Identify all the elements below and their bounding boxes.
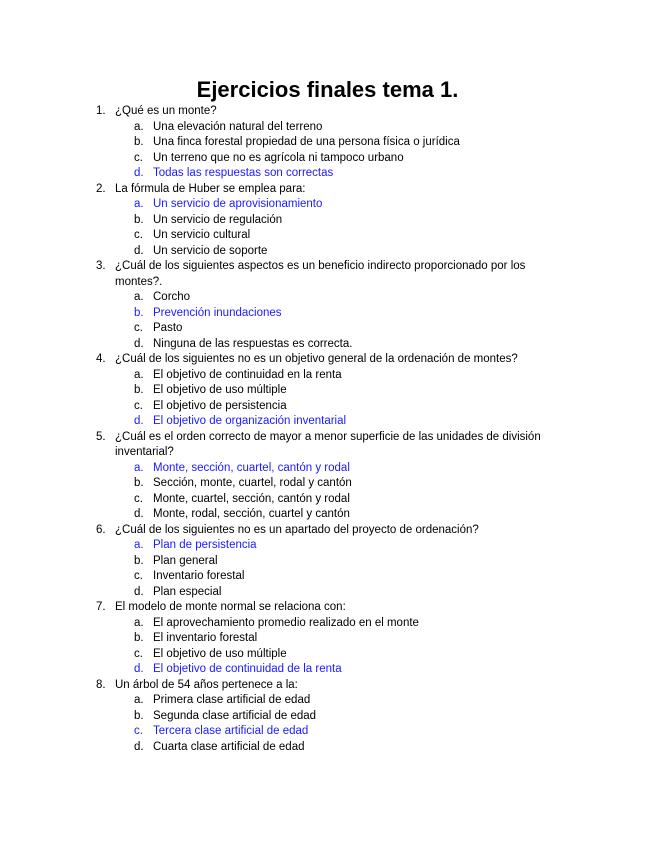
- answer-option: [96, 244, 566, 260]
- option-text: El aprovechamiento promedio realizado en el monte: [153, 616, 419, 629]
- option-letter: d.: [134, 585, 144, 598]
- question-item: [96, 352, 566, 368]
- option-letter: a.: [134, 368, 144, 381]
- option-letter: d.: [134, 415, 144, 427]
- question-item: [96, 430, 566, 461]
- answer-option-correct: [96, 306, 566, 322]
- question-text: ¿Cuál de los siguientes aspectos es un beneficio indirecto proporcionado por los montes?.: [115, 260, 526, 288]
- answer-option: [96, 120, 566, 136]
- option-text: Monte, rodal, sección, cuartel y cantón: [153, 508, 350, 520]
- answer-option: [96, 693, 566, 709]
- question-text: El modelo de monte normal se relaciona con:: [115, 601, 346, 613]
- option-letter: a.: [134, 291, 144, 303]
- option-text: Una finca forestal propiedad de una persona física o jurídica: [153, 136, 460, 148]
- option-text: El inventario forestal: [153, 632, 258, 644]
- option-text: Segunda clase artificial de edad: [153, 709, 317, 722]
- question-text: La fórmula de Huber se emplea para:: [115, 182, 306, 195]
- question-item: [96, 259, 566, 290]
- option-text: El objetivo de uso múltiple: [153, 384, 287, 396]
- answer-option: [96, 290, 566, 306]
- question-number: 1.: [96, 105, 106, 117]
- answer-option: [96, 507, 566, 523]
- option-letter: a.: [134, 694, 144, 706]
- option-letter: d.: [134, 244, 144, 257]
- option-letter: b.: [134, 709, 144, 722]
- option-text: Plan especial: [153, 585, 222, 598]
- option-letter: c.: [134, 492, 143, 505]
- answer-option: [96, 151, 566, 167]
- option-letter: b.: [134, 632, 144, 644]
- answer-option-correct: [96, 166, 566, 182]
- question-item: [96, 523, 566, 539]
- option-text: Monte, sección, cuartel, cantón y rodal: [153, 461, 350, 474]
- answer-option-correct: [96, 197, 566, 213]
- option-text: Prevención inundaciones: [153, 306, 282, 319]
- answer-option: [96, 368, 566, 384]
- question-text: ¿Cuál de los siguientes no es un apartado del proyecto de ordenación?: [115, 523, 479, 536]
- option-text: Ninguna de las respuestas es correcta.: [153, 337, 353, 350]
- option-text: Un servicio cultural: [153, 229, 251, 241]
- answer-option: [96, 135, 566, 151]
- answer-option: [96, 492, 566, 508]
- option-text: Inventario forestal: [153, 570, 245, 582]
- option-text: El objetivo de uso múltiple: [153, 647, 287, 660]
- option-text: Tercera clase artificial de edad: [153, 725, 309, 737]
- question-item: [96, 600, 566, 616]
- question-number: 5.: [96, 430, 106, 443]
- answer-option-correct: [96, 414, 566, 430]
- option-text: Primera clase artificial de edad: [153, 694, 311, 706]
- question-number: 3.: [96, 260, 106, 272]
- option-text: Plan general: [153, 554, 218, 567]
- question-text: ¿Cuál es el orden correcto de mayor a menor superficie de las unidades de división inventarial?: [115, 430, 541, 458]
- option-letter: b.: [134, 136, 144, 148]
- answer-option: [96, 321, 566, 337]
- option-letter: d.: [134, 167, 144, 179]
- answer-option: [96, 228, 566, 244]
- answer-option-correct: [96, 662, 566, 678]
- option-text: El objetivo de continuidad de la renta: [153, 663, 342, 675]
- page-title: Ejercicios finales tema 1.: [196, 77, 459, 102]
- answer-option-correct: [96, 538, 566, 554]
- option-letter: d.: [134, 508, 144, 520]
- option-letter: a.: [134, 198, 144, 210]
- option-letter: b.: [134, 477, 144, 489]
- option-letter: d.: [134, 740, 144, 753]
- answer-option: [96, 647, 566, 663]
- option-letter: c.: [134, 229, 143, 241]
- answer-option-correct: [96, 461, 566, 477]
- question-text: Un árbol de 54 años pertenece a la:: [115, 678, 298, 691]
- option-text: Pasto: [153, 322, 183, 334]
- option-text: Monte, cuartel, sección, cantón y rodal: [153, 492, 350, 505]
- option-text: El objetivo de persistencia: [153, 399, 287, 412]
- question-text: ¿Cuál de los siguientes no es un objetivo general de la ordenación de montes?: [115, 353, 518, 365]
- option-letter: c.: [134, 322, 143, 334]
- answer-option: [96, 740, 566, 756]
- option-text: Sección, monte, cuartel, rodal y cantón: [153, 477, 352, 489]
- question-text: ¿Qué es un monte?: [115, 105, 217, 117]
- option-text: El objetivo de organización inventarial: [153, 415, 347, 427]
- option-text: El objetivo de continuidad en la renta: [153, 368, 342, 381]
- question-item: [96, 678, 566, 694]
- question-item: [96, 104, 566, 120]
- option-text: Un terreno que no es agrícola ni tampoco urbano: [153, 151, 404, 164]
- option-letter: a.: [134, 616, 144, 629]
- option-letter: c.: [134, 647, 143, 660]
- answer-option: [96, 569, 566, 585]
- option-letter: c.: [134, 151, 143, 164]
- option-text: Corcho: [153, 291, 191, 303]
- answer-option: [96, 709, 566, 725]
- option-letter: c.: [134, 725, 143, 737]
- option-letter: d.: [134, 337, 144, 350]
- option-letter: c.: [134, 399, 143, 412]
- option-text: Cuarta clase artificial de edad: [153, 740, 305, 753]
- option-letter: a.: [134, 461, 144, 474]
- option-letter: b.: [134, 213, 144, 226]
- answer-option: [96, 616, 566, 632]
- option-letter: b.: [134, 384, 144, 396]
- question-number: 6.: [96, 523, 106, 536]
- answer-option: [96, 476, 566, 492]
- answer-option: [96, 554, 566, 570]
- option-letter: c.: [134, 570, 143, 582]
- answer-option: [96, 337, 566, 353]
- option-text: Plan de persistencia: [153, 539, 257, 551]
- option-letter: d.: [134, 663, 144, 675]
- question-number: 8.: [96, 678, 106, 691]
- option-letter: b.: [134, 306, 144, 319]
- option-letter: b.: [134, 554, 144, 567]
- answer-option: [96, 631, 566, 647]
- answer-option: [96, 213, 566, 229]
- option-text: Un servicio de regulación: [153, 213, 283, 226]
- question-number: 4.: [96, 353, 106, 365]
- option-text: Una elevación natural del terreno: [153, 120, 323, 133]
- question-number: 7.: [96, 601, 106, 613]
- answer-option: [96, 585, 566, 601]
- option-letter: a.: [134, 539, 144, 551]
- option-text: Todas las respuestas son correctas: [153, 167, 334, 179]
- question-item: [96, 182, 566, 198]
- question-number: 2.: [96, 182, 106, 195]
- option-letter: a.: [134, 120, 144, 133]
- option-text: Un servicio de aprovisionamiento: [153, 198, 323, 210]
- answer-option: [96, 399, 566, 415]
- question-list: [96, 104, 566, 755]
- answer-option: [96, 383, 566, 399]
- option-text: Un servicio de soporte: [153, 244, 268, 257]
- answer-option-correct: [96, 724, 566, 740]
